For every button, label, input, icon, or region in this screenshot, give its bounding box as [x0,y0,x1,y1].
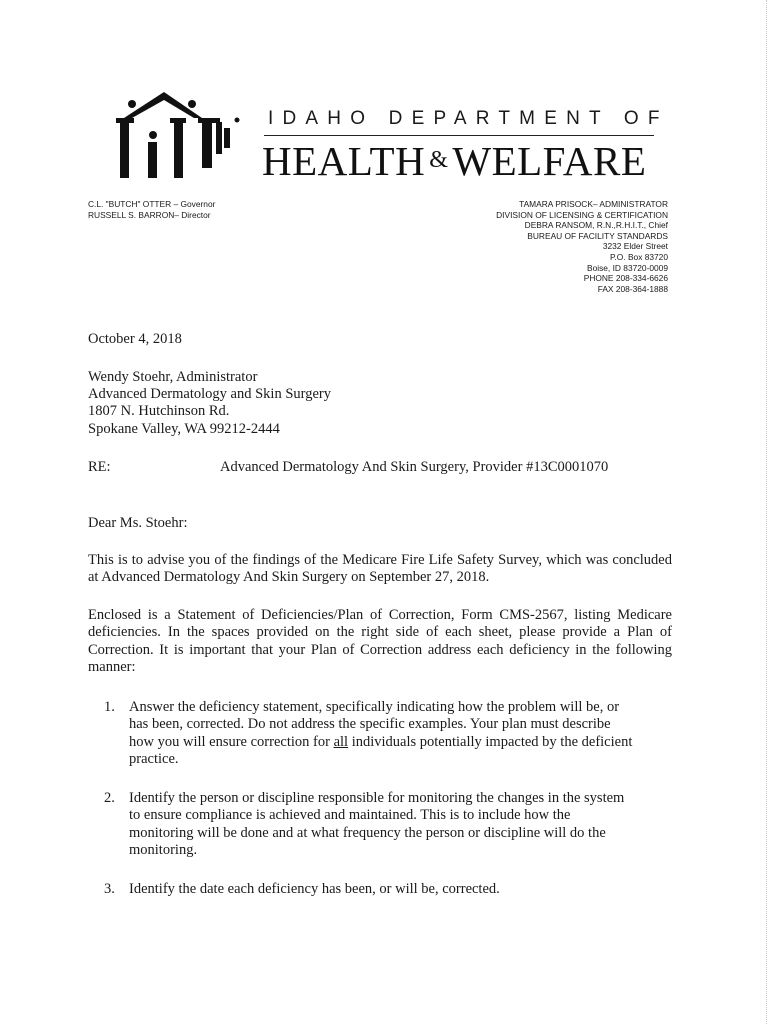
list-item-text [129,790,634,859]
list-text-part: Identify the date each deficiency has been, or will be, corrected. [129,881,500,897]
contact-line: 3232 Elder Street [602,241,668,252]
letterhead-rule [264,135,654,136]
recipient-line: Spokane Valley, WA 99212-2444 [88,420,280,437]
director-line: RUSSELL S. BARRON– Director [88,210,211,220]
list-text-part: Answer the deficiency statement, specifically indicating how the problem will be, or has been, corrected. Do not address the specific examples. Your plan must describe how you will ensure correction for [129,699,620,750]
recipient-line: Wendy Stoehr, Administrator [88,369,258,385]
list-text-part: individuals potentially impacted by the deficient practice. [129,733,633,767]
re-subject: Advanced Dermatology And Skin Surgery, Provider #13C0001070 [220,459,609,475]
list-item-text [129,699,634,768]
list-item [104,699,634,768]
emphasis-all: all [333,733,349,750]
officials-left [88,199,215,221]
list-item-text [129,881,634,898]
paragraph-findings: This is to advise you of the findings of the Medicare Fire Life Safety Survey, which was concluded at Advanced Dermatology And Skin Surgery on September 27, 2018. [88,552,672,586]
list-text-part: Identify the person or discipline responsible for monitoring the changes in the system to ensure compliance is achieved and maintained. This is to include how the monitoring will be done and at what frequency the person or discipline will do the monitoring. [129,790,625,858]
agency-ampersand: & [429,147,449,173]
list-item [104,881,634,898]
department-name-line: IDAHO DEPARTMENT OF [268,108,669,129]
recipient-line: 1807 N. Hutchinson Rd. [88,403,230,420]
agency-name [262,137,646,185]
list-item [104,790,634,859]
recipient-line: Advanced Dermatology and Skin Surgery [88,386,331,403]
agency-name-part2: WELFARE [452,138,647,184]
department-logo-icon [102,88,244,180]
re-label: RE: [88,459,111,475]
governor-line: C.L. "BUTCH" OTTER – Governor [88,199,216,209]
contact-line: BUREAU OF FACILITY STANDARDS [527,230,668,241]
letter-date: October 4, 2018 [88,331,182,347]
list-number: 2. [104,790,115,806]
recipient-address [88,369,331,438]
contact-line: PHONE 208-334-6626 [583,273,668,284]
list-number: 1. [104,699,115,715]
officials-right [496,199,668,294]
list-number: 3. [104,881,115,897]
contact-line: DIVISION OF LICENSING & CERTIFICATION [496,209,668,220]
paragraph-enclosure: Enclosed is a Statement of Deficiencies/Plan of Correction, Form CMS-2567, listing Medicare deficiencies. In the spaces provided on the right side of each sheet, please provide a Plan of Correction. It is important that your Plan of Correction address each deficiency in the following manner: [88,607,672,675]
contact-line: Boise, ID 83720-0009 [586,262,668,273]
contact-line: FAX 208-364-1888 [597,283,668,294]
contact-line: DEBRA RANSOM, R.N.,R.H.I.T., Chief [524,220,668,231]
scan-edge [765,0,767,1024]
salutation: Dear Ms. Stoehr: [88,515,188,531]
contact-line: TAMARA PRISOCK– ADMINISTRATOR [519,199,668,209]
contact-line: P.O. Box 83720 [609,251,668,262]
agency-name-part1: HEALTH [262,138,426,184]
